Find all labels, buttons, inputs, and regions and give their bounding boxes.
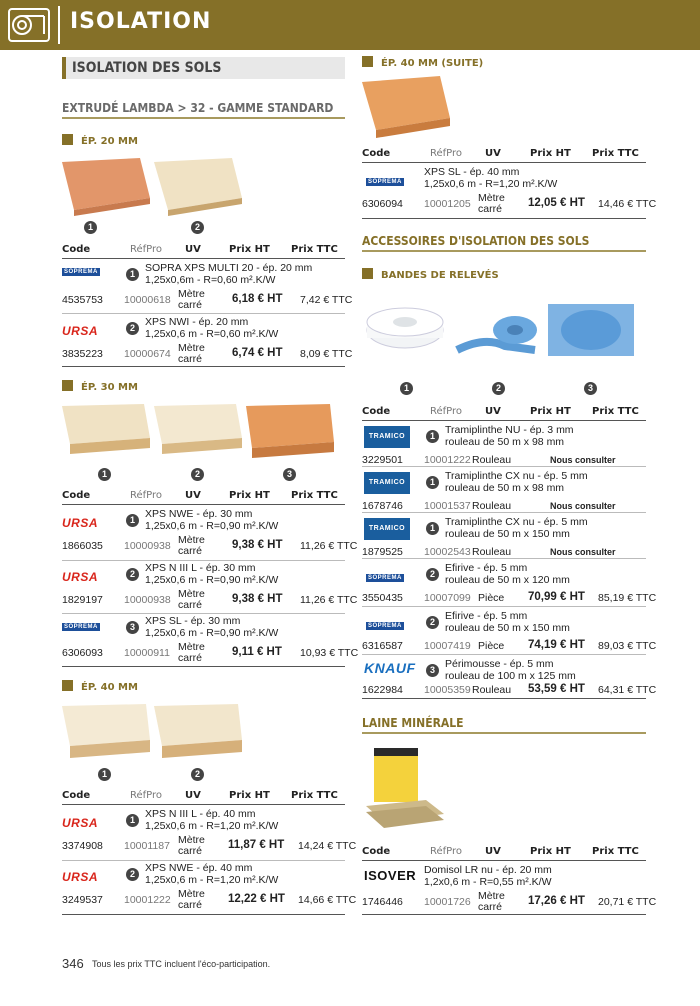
section-title: ISOLATION DES SOLS: [72, 60, 222, 76]
group-40mm-suite: ÉP. 40 MM (SUITE): [362, 56, 483, 69]
product-image-roll-blue: [455, 306, 541, 358]
accessories-title: ACCESSOIRES D'ISOLATION DES SOLS: [362, 234, 590, 248]
group-30mm: ÉP. 30 MM: [62, 380, 138, 393]
group-40mm: ÉP. 40 MM: [62, 680, 138, 693]
product-image-orange-board: [62, 158, 152, 218]
product-image-board: [154, 404, 244, 464]
product-image-board: [362, 76, 452, 142]
group-bandes: BANDES DE RELEVÉS: [362, 268, 499, 281]
insulation-roll-icon: [8, 8, 50, 42]
product-image-roll-white: [362, 300, 448, 360]
footer-note: Tous les prix TTC incluent l'éco-participation.: [92, 959, 271, 969]
product-image-board: [62, 704, 152, 764]
product-image-board: [154, 704, 244, 764]
group-20mm: ÉP. 20 MM: [62, 134, 138, 147]
product-image-mineral-wool: [362, 744, 448, 830]
page-title: ISOLATION: [70, 9, 212, 34]
laine-title: LAINE MINÉRALE: [362, 716, 464, 730]
product-image-roll-blue-large: [548, 304, 634, 356]
product-image-board: [62, 404, 152, 464]
subsection-title: EXTRUDÉ LAMBDA > 32 - GAMME STANDARD: [62, 101, 334, 115]
product-image-beige-board: [154, 158, 244, 218]
product-image-board: [246, 404, 336, 464]
page-header: [0, 0, 700, 50]
page-number: 346: [62, 956, 84, 971]
